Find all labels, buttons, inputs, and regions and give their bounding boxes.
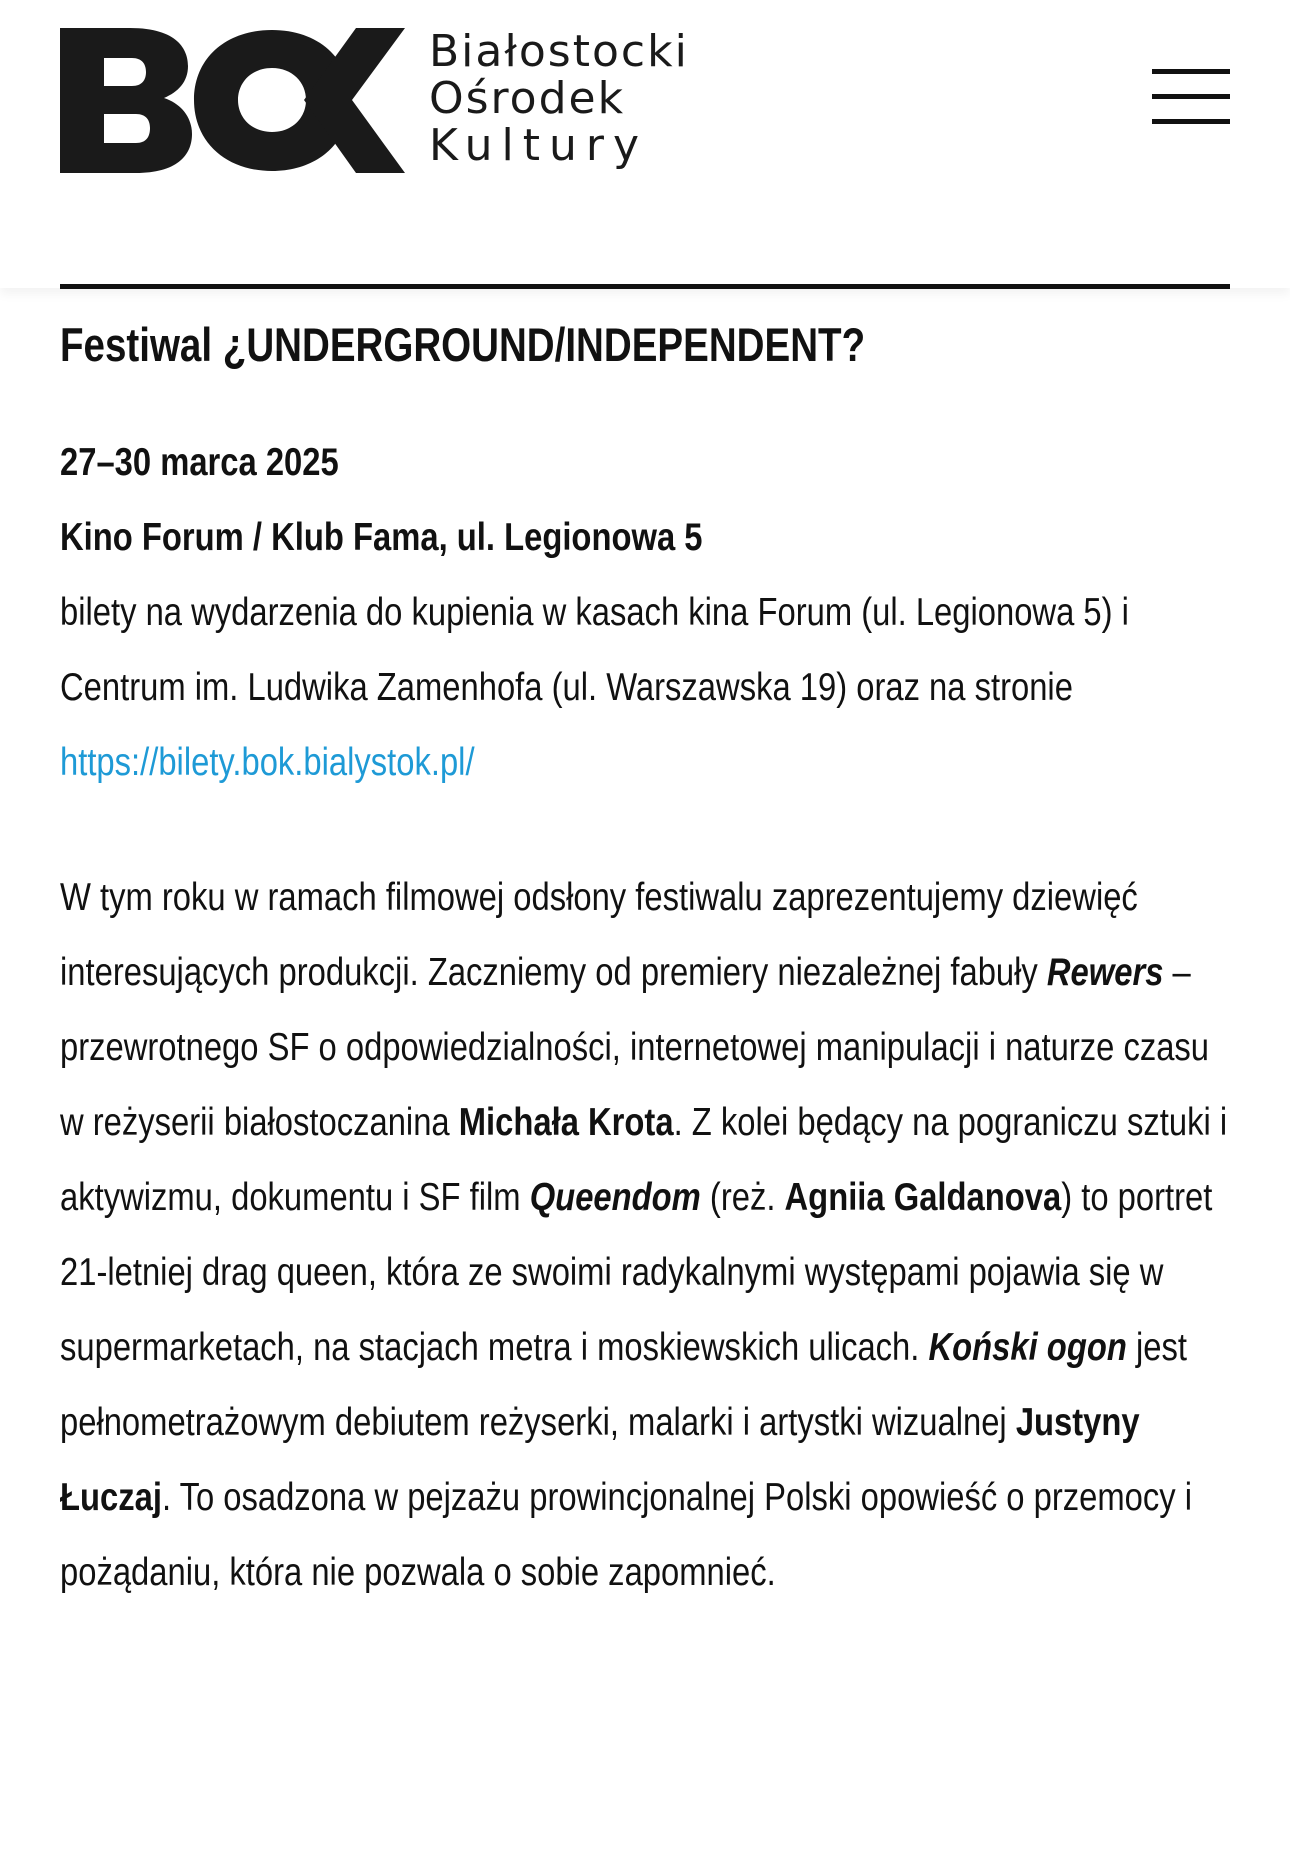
page-title: Festiwal ¿UNDERGROUND/INDEPENDENT? xyxy=(60,318,866,371)
body-text: jest pełnometrażowym debiutem reżyserki, malarki i artystki wizualnej xyxy=(60,1326,1187,1444)
logo-line-1: Białostocki xyxy=(429,26,689,77)
bok-logo-mark xyxy=(60,28,405,173)
tickets-info xyxy=(60,575,1228,800)
tickets-link[interactable]: https://bilety.bok.bialystok.pl/ xyxy=(60,741,475,784)
paragraph-gap xyxy=(60,800,1228,860)
event-date: 27–30 marca 2025 xyxy=(60,441,339,484)
body-text: W tym roku w ramach filmowej odsłony festiwalu zaprezentujemy dziewięć interesujących produkcji. Zaczniemy od premiery niezależnej fabuły xyxy=(60,876,1138,994)
article xyxy=(60,284,1230,1610)
film-title-rewers: Rewers xyxy=(1046,951,1164,994)
menu-bar xyxy=(1152,94,1230,99)
site-header xyxy=(0,0,1290,288)
director-name: Michała Krota xyxy=(458,1101,674,1144)
logo-line-3: Kultury xyxy=(429,120,649,171)
tickets-text: bilety na wydarzenia do kupienia w kasach kina Forum (ul. Legionowa 5) i Centrum im. Ludwika Zamenhofa (ul. Warszawska 19) oraz na stronie xyxy=(60,591,1129,709)
article-content xyxy=(60,425,1228,1610)
director-name: Justyny Łuczaj xyxy=(60,1401,1140,1519)
event-venue: Kino Forum / Klub Fama, ul. Legionowa 5 xyxy=(60,516,703,559)
logo-line-2: Ośrodek xyxy=(429,73,626,124)
film-title-konski-ogon: Koński ogon xyxy=(928,1326,1127,1369)
body-text: ) to portret 21-letniej drag queen, która ze swoimi radykalnymi występami pojawia się w supermarketach, na stacjach metra i moskiewskich ulicach. xyxy=(60,1176,1213,1369)
body-text: . To osadzona w pejzażu prowincjonalnej Polski opowieść o przemocy i pożądaniu, która nie pozwala o sobie zapomnieć. xyxy=(60,1476,1193,1594)
menu-bar xyxy=(1152,69,1230,74)
film-title-queendom: Queendom xyxy=(529,1176,701,1219)
body-text: . Z kolei będący na pograniczu sztuki i aktywizmu, dokumentu i SF film xyxy=(60,1101,1228,1219)
site-logo[interactable] xyxy=(60,28,689,173)
hamburger-menu-icon[interactable] xyxy=(1152,66,1230,126)
logo-wordmark xyxy=(429,28,689,169)
body-text: – przewrotnego SF o odpowiedzialności, internetowej manipulacji i naturze czasu w reżyserii białostoczanina xyxy=(60,951,1210,1144)
article-body xyxy=(60,860,1228,1610)
body-text: (reż. xyxy=(700,1176,785,1219)
director-name: Agniia Galdanova xyxy=(784,1176,1062,1219)
title-divider xyxy=(60,284,1230,289)
menu-bar xyxy=(1152,119,1230,124)
